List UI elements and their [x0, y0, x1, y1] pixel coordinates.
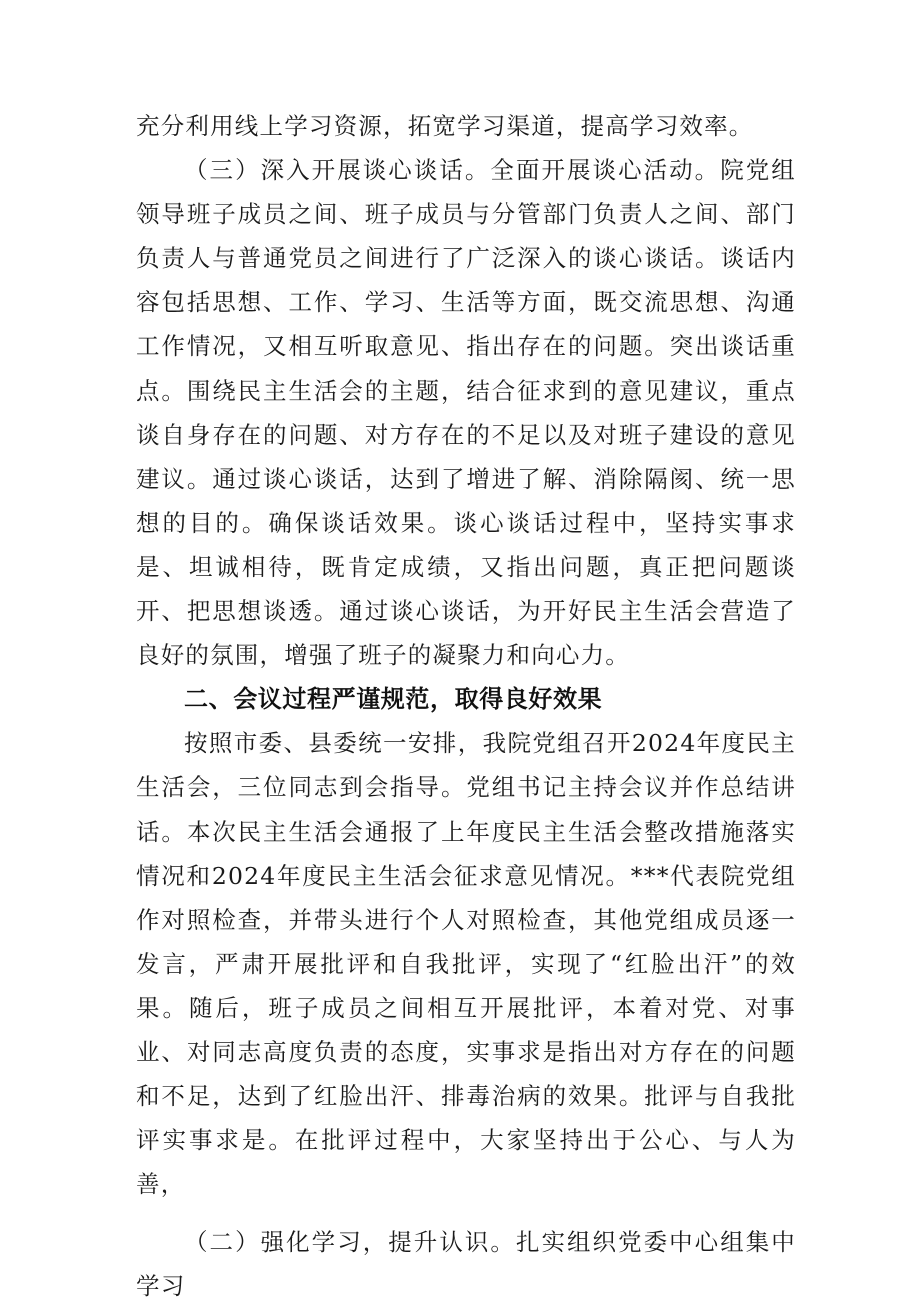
paragraph-meeting-arrangement: 按照市委、县委统一安排，我院党组召开2024年度民主生活会，三位同志到会指导。党组书记主持会议并作总结讲话。本次民主生活会通报了上年度民主生活会整改措施落实情况和2024年度民主生活会征求意见情况。***代表院党组作对照检查，并带头进行个人对照检查，其他党组成员逐一发言，严肃开展批评和自我批评，实现了“红脸出汗”的效果。随后，班子成员之间相互开展批评，本着对党、对事业、对同志高度负责的态度，实事求是指出对方存在的问题和不足，达到了红脸出汗、排毒治病的效果。批评与自我批评实事求是。在批评过程中，大家坚持出于公心、与人为善， — [136, 729, 796, 1199]
paragraph-online-learning: 充分利用线上学习资源，拓宽学习渠道，提高学习效率。 — [136, 112, 754, 140]
paragraph-spacer — [136, 1206, 796, 1220]
paragraph-heart-to-heart-talks: （三）深入开展谈心谈话。全面开展谈心活动。院党组领导班子成员之间、班子成员与分管部门负责人之间、部门负责人与普通党员之间进行了广泛深入的谈心谈话。谈话内容包括思想、工作、学习、生活等方面，既交流思想、沟通工作情况，又相互听取意见、指出存在的问题。突出谈话重点。围绕民主生活会的主题，结合征求到的意见建议，重点谈自身存在的问题、对方存在的不足以及对班子建设的意见建议。通过谈心谈话，达到了增进了解、消除隔阂、统一思想的目的。确保谈话效果。谈心谈话过程中，坚持实事求是、坦诚相待，既肯定成绩，又指出问题，真正把问题谈开、把思想谈透。通过谈心谈话，为开好民主生活会营造了良好的氛围，增强了班子的凝聚力和向心力。 — [136, 156, 796, 670]
section-heading-meeting-process: 二、会议过程严谨规范，取得良好效果 — [184, 685, 603, 714]
paragraph-strengthen-study: （二）强化学习，提升认识。扎实组织党委中心组集中学习 — [136, 1228, 796, 1301]
document-body — [136, 104, 796, 1309]
